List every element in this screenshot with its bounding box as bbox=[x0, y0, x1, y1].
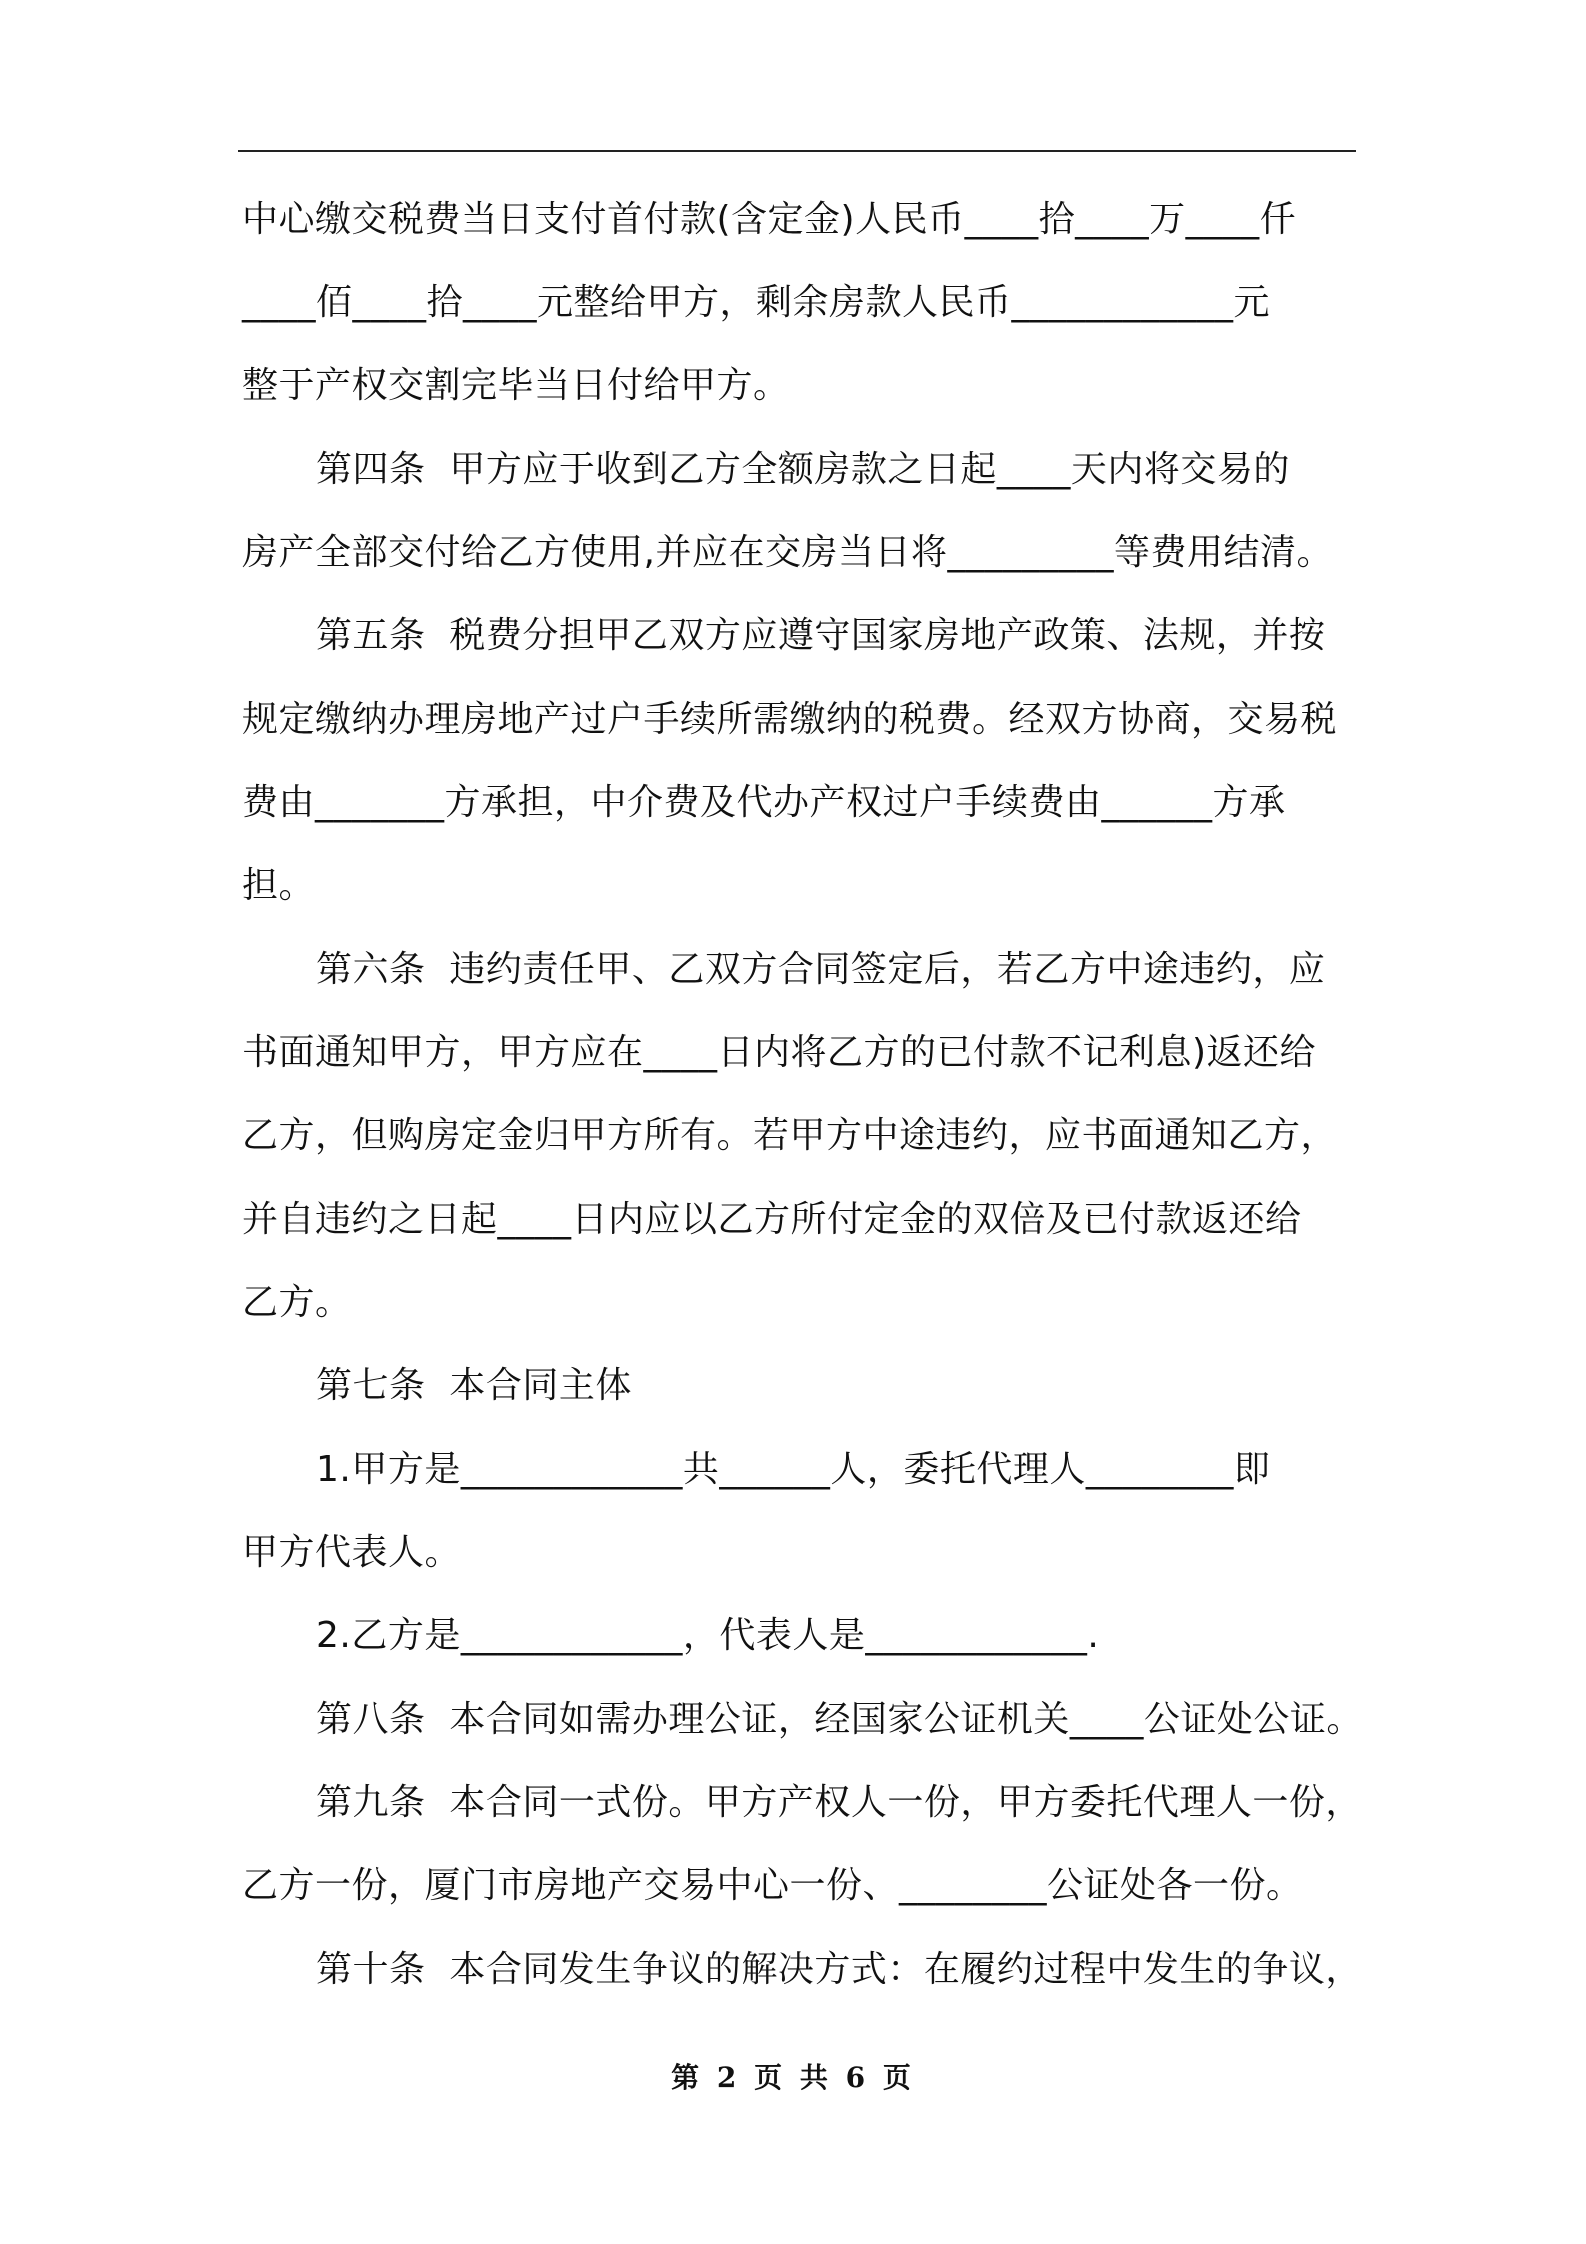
text-line: 乙方，但购房定金归甲方所有。若甲方中途违约，应书面通知乙方， bbox=[242, 1115, 1338, 1156]
text-line: ____佰____拾____元整给甲方，剩余房款人民币____________元 bbox=[242, 282, 1271, 323]
text-line: 中心缴交税费当日支付首付款(含定金)人民币____拾____万____仟 bbox=[242, 199, 1297, 240]
clause-1-line: 1.甲方是____________共______人，委托代理人________即 bbox=[316, 1449, 1271, 1490]
text-line: 房产全部交付给乙方使用,并应在交房当日将_________等费用结清。 bbox=[242, 532, 1333, 573]
text-line: 并自违约之日起____日内应以乙方所付定金的双倍及已付款返还给 bbox=[242, 1199, 1302, 1240]
text-line: 规定缴纳办理房地产过户手续所需缴纳的税费。经双方协商，交易税 bbox=[242, 699, 1338, 740]
article-6-line: 第六条 违约责任甲、乙双方合同签定后，若乙方中途违约，应 bbox=[316, 949, 1326, 990]
article-4-line: 第四条 甲方应于收到乙方全额房款之日起____天内将交易的 bbox=[316, 449, 1290, 490]
page-footer: 第 2 页 共 6 页 bbox=[671, 2061, 915, 2094]
header-rule bbox=[238, 150, 1356, 152]
text-line: 乙方。 bbox=[242, 1282, 352, 1323]
text-line: 整于产权交割完毕当日付给甲方。 bbox=[242, 365, 790, 406]
article-10-line: 第十条 本合同发生争议的解决方式：在履约过程中发生的争议， bbox=[316, 1949, 1362, 1990]
text-line: 担。 bbox=[242, 865, 316, 906]
article-5-line: 第五条 税费分担甲乙双方应遵守国家房地产政策、法规，并按 bbox=[316, 615, 1326, 656]
text-line: 书面通知甲方，甲方应在____日内将乙方的已付款不记利息)返还给 bbox=[242, 1032, 1317, 1073]
article-9-line: 第九条 本合同一式份。甲方产权人一份，甲方委托代理人一份， bbox=[316, 1782, 1362, 1823]
clause-2-line: 2.乙方是____________，代表人是____________. bbox=[316, 1615, 1100, 1656]
article-8-line: 第八条 本合同如需办理公证，经国家公证机关____公证处公证。 bbox=[316, 1699, 1363, 1740]
text-line: 乙方一份，厦门市房地产交易中心一份、________公证处各一份。 bbox=[242, 1865, 1303, 1906]
article-7-line: 第七条 本合同主体 bbox=[316, 1365, 632, 1406]
text-line: 费由_______方承担，中介费及代办产权过户手续费由______方承 bbox=[242, 782, 1286, 823]
text-line: 甲方代表人。 bbox=[242, 1532, 462, 1573]
